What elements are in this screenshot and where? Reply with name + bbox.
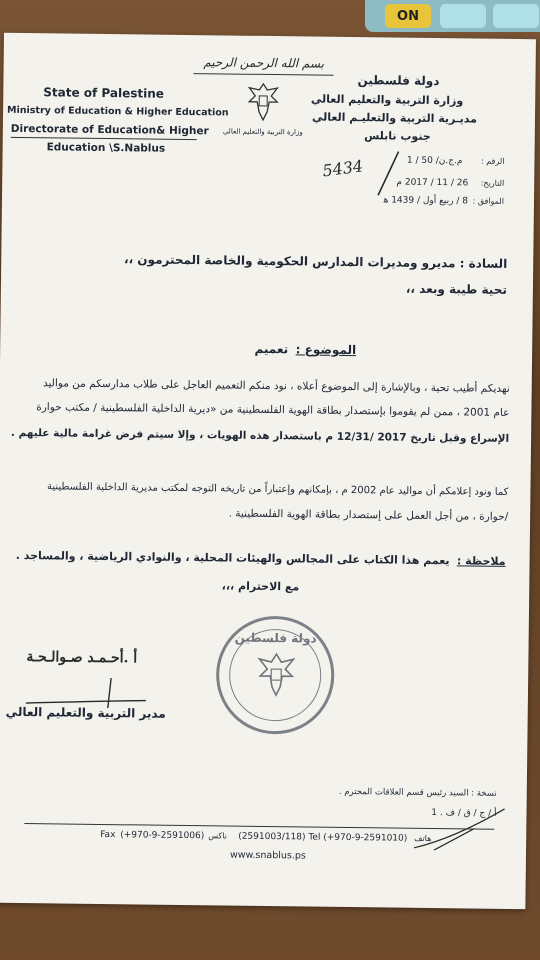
paragraph-1-line-1: نهديكم أطيب تحية ، وبالإشارة إلى الموضوع أعلاه ، نود منكم التعميم العاجل على طلاب مدارسكم من مواليد (42, 377, 510, 395)
note-label: ملاحظة : (456, 554, 506, 568)
calculator-key (493, 4, 539, 28)
paragraph-1-line-3: الإسراع وقبل تاريخ 2017 /12/31 م باستصدار هذه الهويات ، وإلا سيتم فرض غرامة مالية عليهم . (10, 426, 510, 445)
header-en-directorate: Directorate of Education& Higher (10, 122, 209, 138)
header-en-rule (11, 137, 197, 140)
tel-arabic-label: هاتف (414, 833, 432, 844)
hijri-value: 8 / ربيع أول / 1439 ﻫ (383, 195, 469, 207)
fax-label: Fax (100, 829, 116, 841)
subject-label: الموضوع : (295, 342, 357, 358)
date-value: 26 / 11 / 2017 م (396, 177, 469, 189)
header-ar-directorate: مديـرية التربية والتعليـم العالي (311, 110, 478, 126)
stamp-text: دولة فلسطين (234, 630, 317, 646)
addressee-line: السادة : مديرو ومديرات المدارس الحكومية والخاصة المحترمون ،، (123, 252, 508, 271)
fax-arabic-label: ناكس (208, 831, 227, 841)
header-en-ministry: Ministry of Education & Higher Education (7, 104, 229, 119)
header-ar-ministry: وزارة التربية والتعليم العالي (310, 92, 464, 108)
fax-number: (+970-9-2591006) (120, 830, 205, 842)
date-label: التاريخ: (480, 178, 505, 188)
header-ar-state: دولة فلسطين (357, 73, 440, 89)
header-en-state: State of Palestine (43, 85, 165, 101)
ref-value: م.ج.ن/ 50 / 1 (406, 155, 463, 167)
logo-caption: وزارة التربية والتعليم العالي (222, 127, 303, 137)
basmala-underline (194, 73, 334, 76)
ref-label: الرقم : (480, 156, 505, 166)
subject-text: تعميم (254, 341, 289, 357)
calculator-key (440, 4, 486, 28)
calculator-on-key: ON (385, 4, 431, 28)
header-en-nablus: Education \S.Nablus (46, 141, 166, 155)
ref-handwritten-number: 5434 (321, 156, 365, 181)
signatory-title: مدير التربية والتعليم العالي (5, 704, 166, 721)
paragraph-2-line-1: كما ونود إعلامكم أن مواليد عام 2002 م ، بإمكانهم وإعتباراً من تاريخه التوجه لمكتب مديرية الداخلية الفلسطينية (46, 481, 509, 498)
paragraph-1-line-2: عام 2001 ، ممن لم يقوموا بإستصدار بطاقة الهوية الفلسطينية من «ديرية الداخلية الفلسطينية / مكتب حوارة (36, 401, 510, 419)
greeting-line: تحية طيبة وبعد ،، (405, 281, 508, 297)
note-text: يعمم هذا الكتاب على المجالس والهيئات المحلية ، والنوادي الرياضية ، والمساجد . (15, 548, 450, 568)
palestine-eagle-icon (243, 80, 284, 124)
header-ar-nablus: جنوب نابلس (364, 129, 431, 143)
tel-number: (2591003/118) Tel (+970-9-2591010) (238, 831, 408, 844)
paragraph-2-line-2: /حوارة ، من أجل العمل على إستصدار بطاقة الهوية الفلسطينية . (228, 507, 509, 523)
hijri-label: الموافق : (472, 196, 505, 206)
letter-document (0, 33, 536, 909)
closing-text: مع الاحترام ،،، (221, 579, 300, 594)
copy-line: نسخة : السيد رئيس قسم العلاقات المحترم . (338, 786, 497, 799)
code-line: أ / ج / ق / ف . 1 (431, 808, 497, 819)
official-stamp (215, 615, 334, 734)
basmala-text: بسم الله الرحمن الرحيم (203, 55, 325, 71)
stamp-eagle-icon (255, 651, 298, 698)
website-link: www.snablus.ps (229, 849, 306, 862)
handwritten-slash-mark (370, 149, 405, 199)
calculator (365, 0, 540, 32)
signatory-name: أ .أحـمـد صـوالـحـة (26, 649, 138, 667)
